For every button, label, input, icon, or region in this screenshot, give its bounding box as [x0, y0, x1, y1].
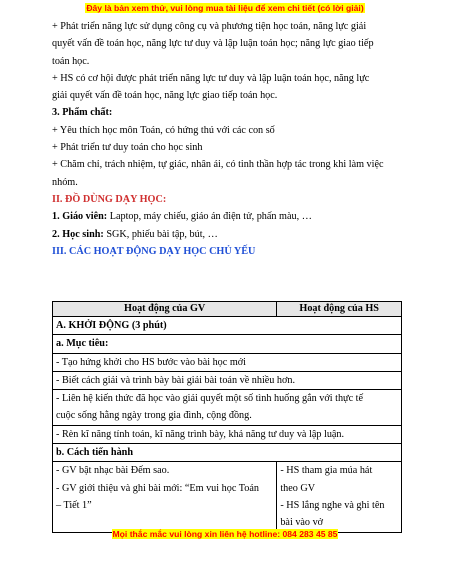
- objective-item: - Tạo hứng khởi cho HS bước vào bài học mới: [53, 353, 402, 371]
- objective-item: - Rèn kĩ năng tính toán, kĩ năng trình bày, khả năng tư duy và lập luận.: [53, 425, 402, 443]
- table-header-row: [53, 302, 402, 317]
- hs-step: - HS tham gia múa hát: [280, 465, 373, 477]
- section-heading-hoat-dong: III. CÁC HOẠT ĐỘNG DẠY HỌC CHỦ YẾU: [52, 245, 256, 257]
- table-row: [53, 462, 402, 532]
- objective-line: cuộc sống hằng ngày trong gia đình, cộng đồng.: [56, 410, 252, 422]
- procedure-label: b. Cách tiến hành: [53, 444, 402, 462]
- text-line: + Yêu thích học môn Toán, có hứng thú với các con số: [52, 124, 275, 136]
- text-line: + HS có cơ hội được phát triển năng lực tư duy và lập luận toán học, năng lực: [52, 72, 370, 84]
- objective-item: - Biết cách giải và trình bày bài giải bài toán về nhiều hơn.: [53, 371, 402, 389]
- lesson-plan-table: [52, 301, 402, 533]
- hotline-banner: [0, 529, 450, 539]
- section-heading-do-dung: II. ĐỒ DÙNG DẠY HỌC:: [52, 193, 167, 205]
- text-line: quyết vấn đề toán học, năng lực tư duy và lập luận toán học; năng lực giao tiếp: [52, 38, 374, 50]
- hotline-banner-text: Mọi thắc mắc vui lòng xin liên hệ hotline: 084 283 45 85: [112, 529, 338, 539]
- header-hs: Hoạt động của HS: [277, 302, 402, 317]
- text-line: + Phát triển tư duy toán cho học sinh: [52, 142, 203, 154]
- text-line: nhóm.: [52, 176, 78, 188]
- table-row: [53, 371, 402, 389]
- hs-activity-cell: [277, 462, 402, 532]
- text-line: + Chăm chỉ, trách nhiệm, tự giác, nhân ái, có tinh thần hợp tác trong khi làm việc: [52, 159, 384, 171]
- objectives-cell: [53, 335, 402, 353]
- document-body: [52, 18, 402, 260]
- preview-banner: [0, 3, 450, 13]
- hs-step-cont: theo GV: [280, 482, 316, 494]
- objective-line: - Liên hệ kiến thức đã học vào giải quyết một số tình huống gắn với thực tế: [56, 393, 363, 405]
- hs-step: - HS lắng nghe và ghi tên: [280, 499, 385, 511]
- objectives-label: a. Mục tiêu:: [56, 338, 109, 350]
- section-heading-pham-chat: 3. Phẩm chất:: [52, 107, 113, 119]
- label-hoc-sinh: 2. Học sinh:: [52, 228, 104, 240]
- gv-step: - GV giới thiệu và ghi bài mới: “Em vui học Toán: [56, 482, 259, 494]
- gv-step: - GV bật nhạc bài Đếm sao.: [56, 465, 170, 477]
- table-row: [53, 390, 402, 426]
- text-line: toán học.: [52, 55, 90, 67]
- table-row: [53, 335, 402, 353]
- value-giao-vien: Laptop, máy chiếu, giáo án điện tử, phấn màu, …: [107, 211, 312, 223]
- header-gv: Hoạt động của GV: [53, 302, 277, 317]
- activity-title: A. KHỞI ĐỘNG (3 phút): [53, 317, 402, 335]
- text-line: + Phát triển năng lực sử dụng công cụ và phương tiện học toán, năng lực giải: [52, 21, 367, 32]
- hs-step-cont: bài vào vở: [280, 517, 324, 529]
- label-giao-vien: 1. Giáo viên:: [52, 211, 108, 223]
- value-hoc-sinh: SGK, phiếu bài tập, bút, …: [103, 228, 218, 240]
- gv-step-cont: – Tiết 1”: [56, 499, 92, 511]
- table-row: [53, 425, 402, 443]
- text-line-giao-vien: [52, 208, 402, 225]
- gv-activity-cell: [53, 462, 277, 532]
- table-row: [53, 317, 402, 335]
- text-line-hoc-sinh: [52, 226, 402, 243]
- table-row: [53, 444, 402, 462]
- table-row: [53, 353, 402, 371]
- objective-item-multiline: [53, 390, 402, 426]
- text-line: giải quyết vấn đề toán học, năng lực giao tiếp toán học.: [52, 90, 278, 102]
- preview-banner-text: Đây là bản xem thử, vui lòng mua tài liệu để xem chi tiết (có lời giải): [86, 3, 364, 13]
